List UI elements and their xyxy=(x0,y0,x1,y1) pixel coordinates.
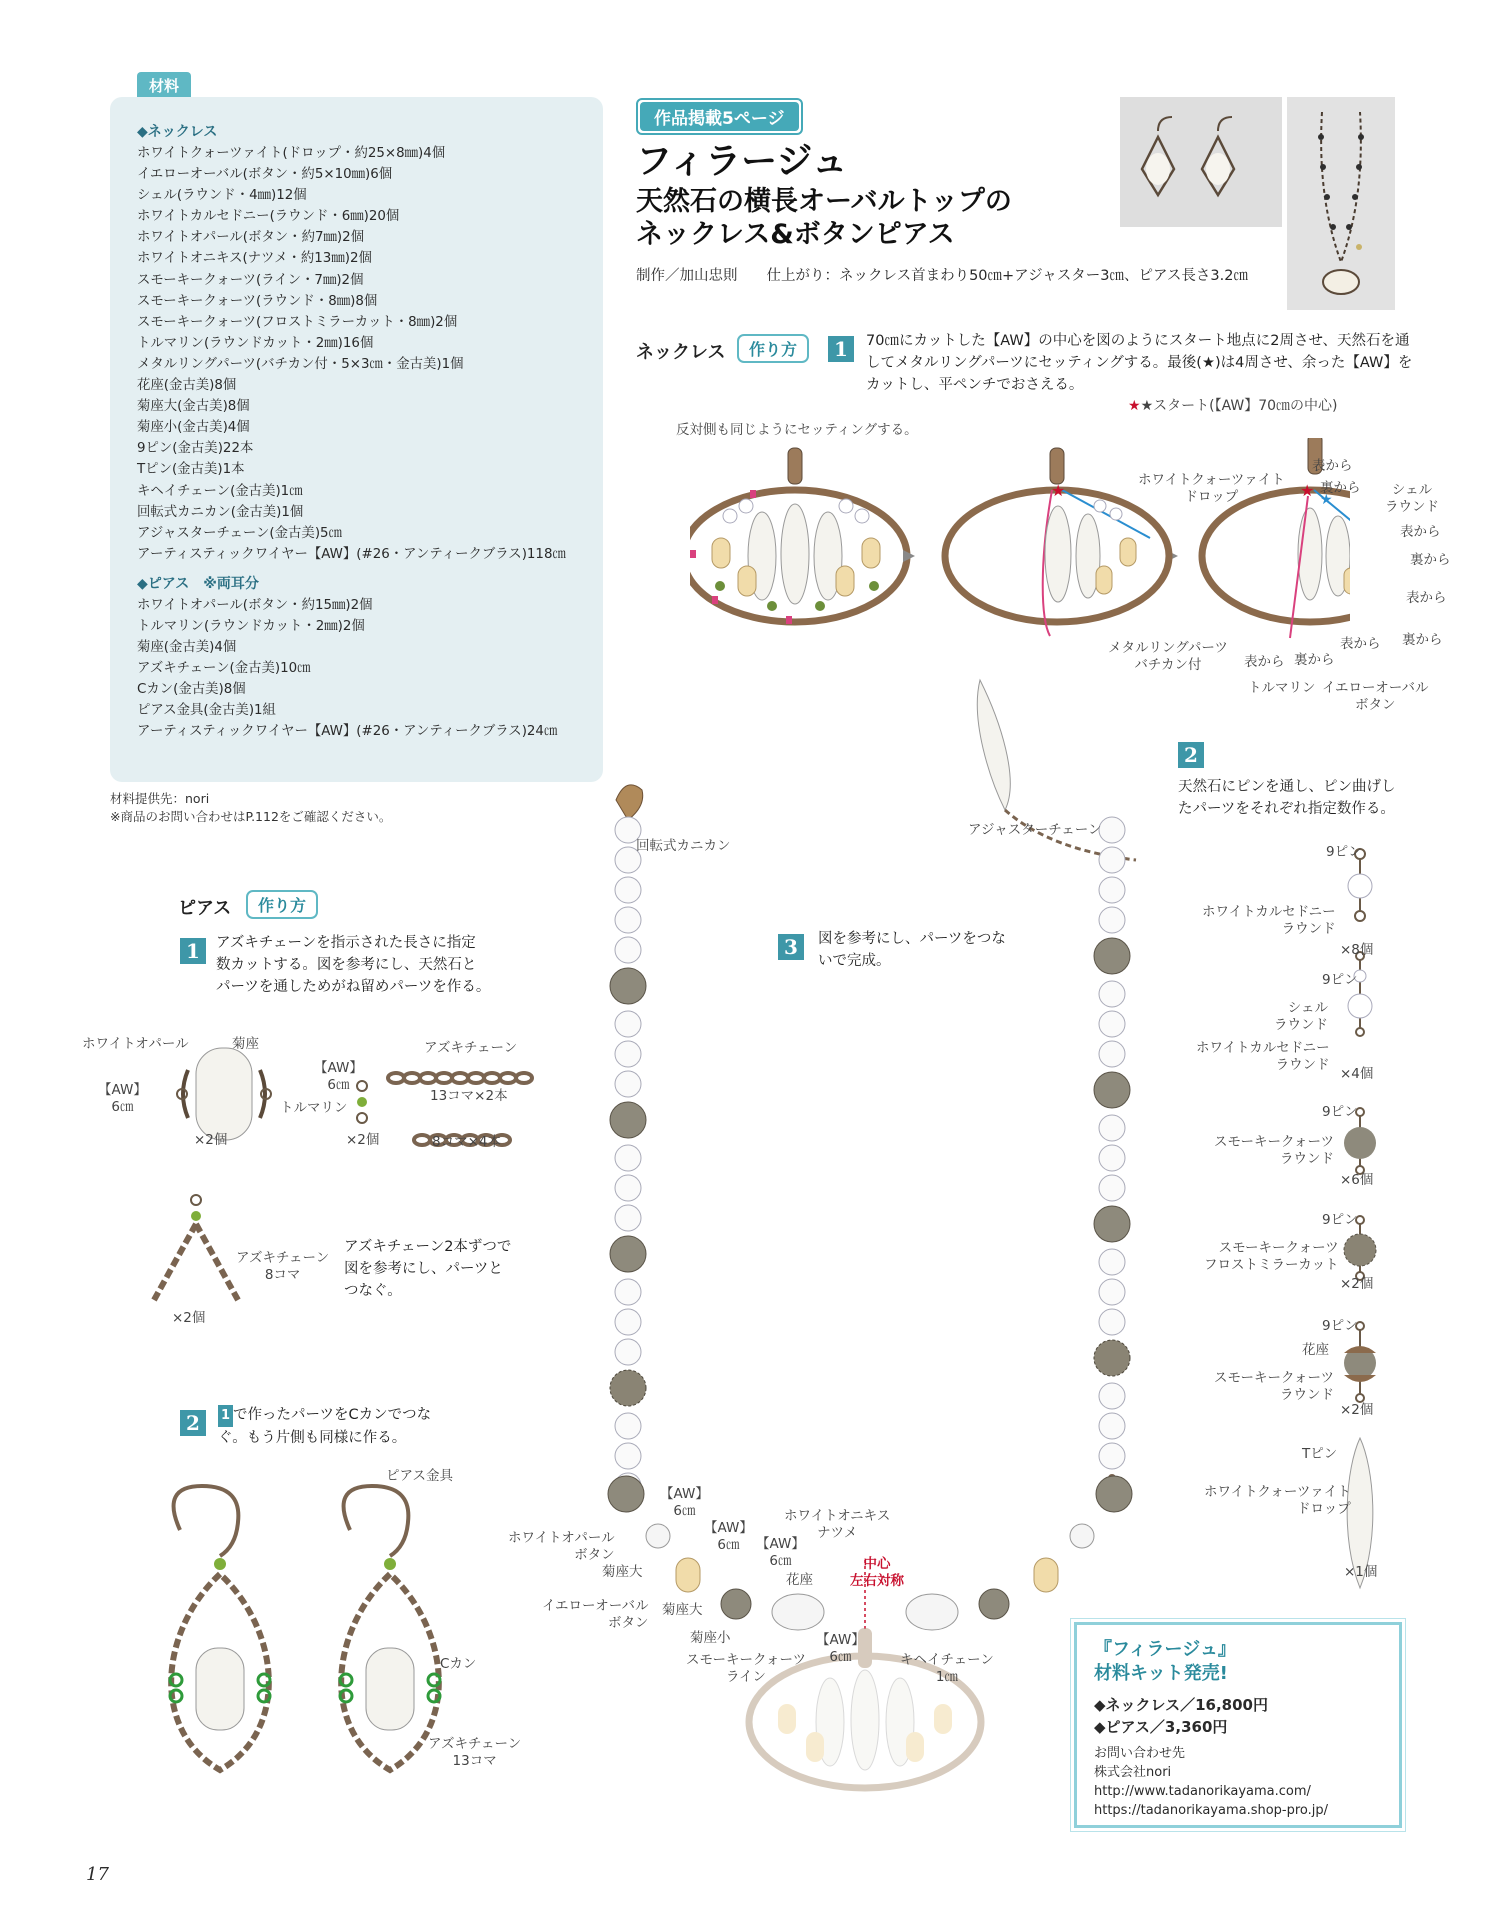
onyx-line-2: ナツメ xyxy=(817,1525,858,1541)
clasp-label: 回転式カニカン xyxy=(636,838,731,854)
ring-setting-diagram xyxy=(690,438,1350,648)
white-bead xyxy=(615,1205,641,1231)
ring-in-progress xyxy=(945,448,1169,636)
smoky-bead xyxy=(1094,1206,1130,1242)
necklace-step-1-text xyxy=(866,330,1412,396)
smoky-bead xyxy=(1094,1072,1130,1108)
smoky-bead xyxy=(610,1370,646,1406)
p4-name-label xyxy=(1204,1240,1339,1274)
smoky-bead xyxy=(1094,1340,1130,1376)
white-bead xyxy=(615,1175,641,1201)
necklace-material-item: メタルリングパーツ(バチカン付・5×3㎝・金古美)1個 xyxy=(137,356,464,372)
necklace-material-item: 菊座小(金古美)4個 xyxy=(137,420,250,436)
svg-text:★: ★ xyxy=(1051,481,1066,500)
kit-url-2[interactable]: https://tadanorikayama.shop-pro.jp/ xyxy=(1094,1803,1329,1818)
pierce-aw-b-label xyxy=(314,1060,363,1094)
p2-pin-label: 9ピン xyxy=(1322,972,1358,988)
opal-line-1: ホワイトオパール xyxy=(508,1530,615,1546)
ckan-label: Cカン xyxy=(440,1656,477,1672)
materials-list xyxy=(137,121,597,743)
pierce-aw-label xyxy=(98,1082,147,1116)
pierce-chain-13-label: 13コマ×2本 xyxy=(430,1088,508,1104)
page-title: フィラージュ xyxy=(636,141,848,182)
credit-line: 制作／加山忠則 仕上がり：ネックレス首まわり50㎝+アジャスター3㎝、ピアス長さ3.2㎝ xyxy=(636,268,1248,284)
white-bead xyxy=(1099,1115,1125,1141)
d1-back-1: 裏から xyxy=(1320,480,1361,496)
white-bead xyxy=(1099,1279,1125,1305)
d1-shell-label xyxy=(1385,482,1439,516)
smoky-bead xyxy=(1094,938,1130,974)
p6-name-line-1: ホワイトクォーツァイト xyxy=(1204,1484,1351,1500)
necklace-material-item: Tピン(金古美)1本 xyxy=(137,462,245,478)
p1-count: ×8個 xyxy=(1340,942,1374,958)
onyx-line-1: ホワイトオニキス xyxy=(784,1508,891,1524)
inquiry-note: ※商品のお問い合わせはP.112をご確認ください。 xyxy=(110,809,392,824)
necklace-material-item: ホワイトオパール(ボタン・約7㎜)2個 xyxy=(137,230,365,246)
d1-front-1: 表から xyxy=(1312,458,1353,474)
necklace-step-3-line-2: いで完成。 xyxy=(818,953,891,969)
white-bead xyxy=(1099,847,1125,873)
necklace-material-item: 花座(金古美)8個 xyxy=(137,378,237,394)
necklace-step-1-line-3: カットし、平ペンチでおさえる。 xyxy=(866,377,1084,393)
d1-back-2: 裏から xyxy=(1410,552,1451,568)
pierce-materials xyxy=(137,595,597,743)
p1-name-line-1: ホワイトカルセドニー xyxy=(1202,904,1336,920)
white-bead xyxy=(615,1279,641,1305)
p3-name-line-1: スモーキークォーツ xyxy=(1214,1134,1335,1150)
white-bead xyxy=(615,1339,641,1365)
p3-name-line-2: ラウンド xyxy=(1280,1151,1335,1167)
necklace-section-title: ネックレス xyxy=(636,342,726,363)
aw2-line-2: 6㎝ xyxy=(717,1537,740,1553)
pierce-step-2-number: 2 xyxy=(180,1410,206,1436)
p6-name-line-2: ドロップ xyxy=(1297,1501,1351,1517)
pierce-aw-b-line-1: 【AW】 xyxy=(314,1060,363,1076)
white-bead xyxy=(1099,1041,1125,1067)
aw2-line-1: 【AW】 xyxy=(704,1520,753,1536)
smoky-line-label xyxy=(686,1652,806,1686)
smoky-bead xyxy=(610,1102,646,1138)
subtitle-line-1: 天然石の横長オーバルトップの xyxy=(636,186,1012,217)
kihei-chain-label xyxy=(900,1652,994,1686)
start-note-text: ★スタート(【AW】70㎝の中心) xyxy=(1140,398,1338,414)
pierce-aw-line-1: 【AW】 xyxy=(98,1082,147,1098)
necklace-material-item: ホワイトクォーツァイト(ドロップ・約25×8㎜)4個 xyxy=(137,146,446,161)
white-bead xyxy=(1099,817,1125,843)
p4-name-line-1: スモーキークォーツ xyxy=(1218,1240,1339,1256)
kit-title-2: 材料キット発売! xyxy=(1094,1663,1228,1684)
necklace-material-item: アーティスティックワイヤー【AW】(#26・アンティークブラス)118㎝ xyxy=(137,546,566,562)
page-ref-text: 作品掲載5ページ xyxy=(640,102,799,131)
aw3-line-2: 6㎝ xyxy=(769,1553,792,1569)
hook-label: ピアス金具 xyxy=(386,1468,453,1484)
necklace-material-item: ホワイトカルセドニー(ラウンド・6㎜)20個 xyxy=(137,209,400,225)
d1-shell-line-1: シェル xyxy=(1391,482,1433,498)
p6-pin-label: Tピン xyxy=(1302,1446,1338,1462)
necklace-material-item: イエローオーバル(ボタン・約5×10㎜)6個 xyxy=(137,167,393,183)
p5-name-label xyxy=(1214,1370,1334,1404)
pierce-count-b: ×2個 xyxy=(346,1132,380,1148)
necklace-step-2-line-1: 天然石にピンを通し、ピン曲げし xyxy=(1178,779,1396,795)
pierce-material-item: ホワイトオパール(ボタン・約15㎜)2個 xyxy=(137,597,373,613)
necklace-step-1-line-2: してメタルリングパーツにセッティングする。最後(★)は4周させ、余った【AW】を xyxy=(866,355,1413,371)
d1-front-4: 表から xyxy=(1340,636,1381,652)
pierce-materials-heading: ◆ピアス ※両耳分 xyxy=(137,575,259,592)
white-bead xyxy=(615,1413,641,1439)
pierce-material-item: トルマリン(ラウンドカット・2㎜)2個 xyxy=(137,618,365,634)
white-bead xyxy=(615,1071,641,1097)
aw2-label xyxy=(704,1520,753,1554)
d1-metal-line-1: メタルリングパーツ xyxy=(1108,640,1228,656)
p2-chalcedony-line-2: ラウンド xyxy=(1275,1057,1330,1073)
p2-chalcedony-line-1: ホワイトカルセドニー xyxy=(1196,1040,1330,1056)
page-ref-badge xyxy=(636,98,803,135)
pierce-join-line-2: 図を参考にし、パーツと xyxy=(344,1261,503,1277)
pierce-join-line-3: つなぐ。 xyxy=(344,1283,402,1299)
aw4-line-1: 【AW】 xyxy=(816,1632,865,1648)
center-line-1: 中心 xyxy=(863,1556,891,1572)
kiku-large-2-label: 菊座大 xyxy=(662,1602,703,1618)
necklace-step-3-number: 3 xyxy=(778,934,804,960)
p4-name-line-2: フロストミラーカット xyxy=(1204,1257,1339,1273)
necklace-material-item: スモーキークォーツ(ライン・7㎜)2個 xyxy=(137,272,364,288)
necklace-material-item: トルマリン(ラウンドカット・2㎜)16個 xyxy=(137,335,374,351)
kit-price-necklace: ◆ネックレス／16,800円 xyxy=(1094,1696,1268,1714)
d1-quartz-label xyxy=(1138,472,1285,506)
necklace-step-1-line-1: 70㎝にカットした【AW】の中心を図のようにスタート地点に2周させ、天然石を通 xyxy=(866,333,1410,349)
pierce-join-text xyxy=(344,1236,511,1302)
white-bead xyxy=(1099,981,1125,1007)
pierce-step-1-line-2: 数カットする。図を参考にし、天然石と xyxy=(216,957,477,973)
aw1-line-2: 6㎝ xyxy=(673,1503,696,1519)
white-bead xyxy=(1099,1011,1125,1037)
necklace-step-2-line-2: たパーツをそれぞれ指定数作る。 xyxy=(1178,801,1395,817)
pierce-tourmaline-label: トルマリン xyxy=(280,1100,348,1116)
center-symmetry-label xyxy=(850,1556,904,1590)
onyx-label xyxy=(784,1508,890,1542)
white-bead xyxy=(615,1145,641,1171)
d1-yellow-line-2: ボタン xyxy=(1355,697,1396,713)
p3-pin-label: 9ピン xyxy=(1322,1104,1358,1120)
pierce-step-1-line-1: アズキチェーンを指示された長さに指定 xyxy=(216,935,476,951)
smoky-line-2: ライン xyxy=(725,1669,767,1685)
white-bead xyxy=(615,937,641,963)
p1-pin-label: 9ピン xyxy=(1326,844,1362,860)
necklace-materials xyxy=(137,143,597,565)
kit-info-content xyxy=(1094,1638,1384,1820)
white-bead xyxy=(1099,1309,1125,1335)
yellow-line-1: イエローオーバル xyxy=(542,1598,649,1614)
smoky-line-1: スモーキークォーツ xyxy=(686,1652,807,1668)
white-bead xyxy=(1099,1145,1125,1171)
p5-name-line-1: スモーキークォーツ xyxy=(1214,1370,1335,1386)
kiku-small-label: 菊座小 xyxy=(690,1630,731,1646)
pierce-step-1-text xyxy=(216,932,490,998)
p3-name-label xyxy=(1214,1134,1334,1168)
earrings-photo xyxy=(1120,97,1282,227)
p5-count: ×2個 xyxy=(1340,1402,1374,1418)
necklace-step-3-line-1: 図を参考にし、パーツをつな xyxy=(818,931,1006,947)
adjuster-label: アジャスターチェーン xyxy=(968,822,1102,838)
d1-quartz-line-2: ドロップ xyxy=(1184,489,1239,505)
d1-yellow-line-1: イエローオーバル xyxy=(1322,680,1429,696)
ring-complete xyxy=(690,448,907,624)
pierce-aw-b-line-2: 6㎝ xyxy=(327,1077,350,1093)
supplier-note: 材料提供先：nori xyxy=(110,791,210,806)
d1-back-3: 裏から xyxy=(1402,632,1443,648)
p2-count: ×4個 xyxy=(1340,1066,1374,1082)
aw4-label xyxy=(816,1632,865,1666)
pierce-opal-label: ホワイトオパール xyxy=(82,1036,189,1052)
d1-quartz-line-1: ホワイトクォーツァイト xyxy=(1138,472,1285,488)
materials-tag: 材料 xyxy=(137,72,191,99)
pierce-aw-line-2: 6㎝ xyxy=(111,1099,134,1115)
white-bead xyxy=(615,877,641,903)
opal-button-label xyxy=(508,1530,615,1564)
white-bead xyxy=(1099,1383,1125,1409)
pierce-count-c: ×2個 xyxy=(172,1310,206,1326)
pierce-howto-label: 作り方 xyxy=(246,890,318,919)
p6-name-label xyxy=(1204,1484,1351,1518)
pierce-material-item: アズキチェーン(金古美)10㎝ xyxy=(137,661,311,677)
necklace-material-item: 9ピン(金古美)22本 xyxy=(137,441,254,457)
page-number: 17 xyxy=(86,1864,109,1885)
kit-contact: お問い合わせ先 xyxy=(1094,1746,1186,1761)
center-line-2: 左右対称 xyxy=(850,1573,904,1589)
subtitle-line-2: ネックレス&ボタンピアス xyxy=(636,219,955,250)
white-bead xyxy=(615,1041,641,1067)
d1-tourmaline-label: トルマリン xyxy=(1248,680,1316,696)
pierce-section-title: ピアス xyxy=(178,898,232,919)
p1-name-line-2: ラウンド xyxy=(1281,921,1336,937)
d1-front-5: 表から xyxy=(1244,654,1285,670)
pierce-material-item: ピアス金具(金古美)1組 xyxy=(137,703,276,719)
pierce-kikuza-label: 菊座 xyxy=(232,1036,259,1052)
p1-name-label xyxy=(1202,904,1336,938)
necklace-howto-label: 作り方 xyxy=(737,334,809,363)
pierce-join-line-1: アズキチェーン2本ずつで xyxy=(344,1239,512,1255)
aw4-line-2: 6㎝ xyxy=(829,1649,852,1665)
kihei-line-2: 1㎝ xyxy=(935,1669,958,1685)
d1-back-4: 裏から xyxy=(1294,652,1335,668)
pierce-chain-8-label: 8コマ×4本 xyxy=(432,1134,501,1150)
pierce-material-item: 菊座(金古美)4個 xyxy=(137,640,237,656)
white-bead xyxy=(615,907,641,933)
p5-name-line-2: ラウンド xyxy=(1280,1387,1335,1403)
pierce-step-2-line-2: ぐ。もう片側も同様に作る。 xyxy=(218,1430,407,1446)
pierce-chain-c-line-2: 13コマ xyxy=(452,1753,497,1769)
p2-shell-label xyxy=(1274,1000,1328,1034)
d1-front-3: 表から xyxy=(1406,590,1447,606)
svg-text:★: ★ xyxy=(1320,492,1333,508)
p5-flower-label: 花座 xyxy=(1302,1342,1329,1358)
pierce-step-2-text xyxy=(218,1404,431,1449)
necklace-material-item: アジャスターチェーン(金古美)5㎝ xyxy=(137,525,342,541)
pierce-step-2-line-1: で作ったパーツをCカンでつな xyxy=(233,1407,432,1423)
kihei-line-1: キヘイチェーン xyxy=(900,1652,994,1668)
same-side-note: 反対側も同じようにセッティングする。 xyxy=(676,422,918,438)
white-bead xyxy=(1099,1249,1125,1275)
necklace-step-1-number: 1 xyxy=(828,336,854,362)
pierce-chain-c-line-1: アズキチェーン xyxy=(428,1736,522,1752)
hanaza-label: 花座 xyxy=(786,1572,813,1588)
pierce-material-item: Cカン(金古美)8個 xyxy=(137,682,246,698)
opal-line-2: ボタン xyxy=(574,1547,615,1563)
p4-count: ×2個 xyxy=(1340,1276,1374,1292)
necklace-step-2-number: 2 xyxy=(1178,742,1204,768)
necklace-material-item: スモーキークォーツ(ラウンド・8㎜)8個 xyxy=(137,293,378,309)
necklace-photo xyxy=(1287,97,1395,310)
p2-shell-line-2: ラウンド xyxy=(1274,1017,1328,1033)
pierce-material-item: アーティスティックワイヤー【AW】(#26・アンティークブラス)24㎝ xyxy=(137,724,558,740)
white-bead xyxy=(1099,907,1125,933)
pierce-step-2-ref: 1 xyxy=(218,1405,233,1427)
pierce-count-a: ×2個 xyxy=(194,1132,228,1148)
necklace-material-item: 菊座大(金古美)8個 xyxy=(137,399,250,415)
smoky-bead xyxy=(610,1236,646,1272)
white-bead xyxy=(1099,877,1125,903)
pierce-chain-b-label xyxy=(236,1250,329,1284)
aw1-line-1: 【AW】 xyxy=(660,1486,709,1502)
kit-company: 株式会社nori xyxy=(1094,1765,1172,1780)
white-bead xyxy=(615,1011,641,1037)
pierce-step-1-line-3: パーツを通しためがね留めパーツを作る。 xyxy=(216,979,491,995)
smoky-bead xyxy=(610,968,646,1004)
p5-pin-label: 9ピン xyxy=(1322,1318,1358,1334)
white-bead xyxy=(1099,1175,1125,1201)
d1-yellow-label xyxy=(1322,680,1429,714)
kiku-large-1-label: 菊座大 xyxy=(602,1564,643,1580)
kit-title-1: 『フィラージュ』 xyxy=(1094,1639,1236,1660)
necklace-material-item: 回転式カニカン(金古美)1個 xyxy=(137,504,304,520)
svg-text:★: ★ xyxy=(1300,481,1315,500)
p3-count: ×6個 xyxy=(1340,1172,1374,1188)
right-strand xyxy=(1094,817,1130,1481)
necklace-materials-heading: ◆ネックレス xyxy=(137,124,218,140)
start-note: ★★スタート(【AW】70㎝の中心) xyxy=(1128,398,1338,414)
left-strand xyxy=(610,817,646,1511)
d1-metal-line-2: バチカン付 xyxy=(1134,657,1202,673)
pierce-step-1-number: 1 xyxy=(180,938,206,964)
kit-url-1[interactable]: http://www.tadanorikayama.com/ xyxy=(1094,1784,1311,1799)
yellow-button-label xyxy=(542,1598,649,1632)
pierce-chain-b-line-1: アズキチェーン xyxy=(236,1250,330,1266)
aw1-label xyxy=(660,1486,709,1520)
p4-pin-label: 9ピン xyxy=(1322,1212,1358,1228)
white-bead xyxy=(1099,1443,1125,1469)
yellow-line-2: ボタン xyxy=(608,1615,649,1631)
pierce-chain-label: アズキチェーン xyxy=(424,1040,518,1056)
white-bead xyxy=(615,1309,641,1335)
pierce-chain-c-label xyxy=(428,1736,521,1770)
necklace-material-item: キヘイチェーン(金古美)1㎝ xyxy=(137,483,303,499)
d1-shell-line-2: ラウンド xyxy=(1385,499,1439,515)
p2-shell-line-1: シェル xyxy=(1287,1000,1328,1016)
p6-count: ×1個 xyxy=(1344,1564,1378,1580)
d1-front-2: 表から xyxy=(1400,524,1441,540)
aw3-line-1: 【AW】 xyxy=(756,1536,805,1552)
necklace-material-item: スモーキークォーツ(フロストミラーカット・8㎜)2個 xyxy=(137,314,458,330)
necklace-material-item: シェル(ラウンド・4㎜)12個 xyxy=(137,188,307,204)
pierce-chain-b-line-2: 8コマ xyxy=(264,1267,301,1283)
kit-price-pierce: ◆ピアス／3,360円 xyxy=(1094,1718,1228,1736)
white-bead xyxy=(615,1443,641,1469)
necklace-material-item: ホワイトオニキス(ナツメ・約13㎜)2個 xyxy=(137,251,372,267)
white-bead xyxy=(1099,1413,1125,1439)
